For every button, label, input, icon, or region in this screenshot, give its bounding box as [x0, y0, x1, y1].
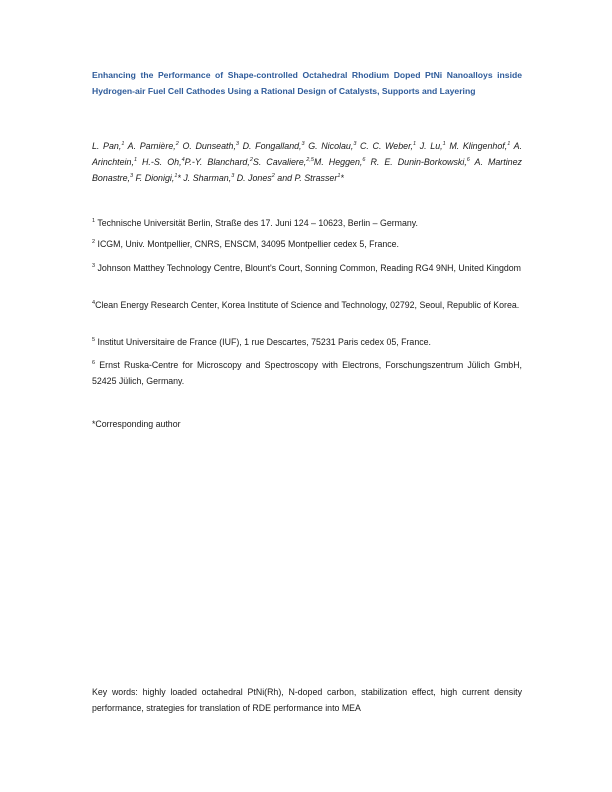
- author: D. Jones$^2$: [234, 173, 275, 183]
- keywords: Key words: highly loaded octahedral PtNi(Rh), N-doped carbon, stabilization effect, high current density performance, strategies for translation of RDE performance into MEA: [92, 687, 522, 713]
- author: and P. Strasser$^1$: [274, 173, 341, 183]
- author: R. E. Dunin-Borkowski,$^6$: [365, 157, 470, 167]
- author: A. Arinchtein,$^1$: [92, 141, 522, 167]
- author: S. Cavaliere,$^{2,5}$: [252, 157, 314, 167]
- corresponding-author-note: *Corresponding author: [92, 419, 181, 429]
- author: *: [340, 173, 344, 183]
- author: * J. Sharman,$^3$: [177, 173, 235, 183]
- author: H.-S. Oh,$^4$: [137, 157, 185, 167]
- affiliation-3: $^3$ Johnson Matthey Technology Centre, Blount's Court, Sonning Common, Reading RG4 9NH, United Kingdom: [92, 263, 522, 273]
- author: M. Klingenhof,$^1$: [445, 141, 511, 151]
- author: J. Lu,$^1$: [416, 141, 446, 151]
- affiliation-4: $^4$Clean Energy Research Center, Korea Institute of Science and Technology, 02792, Seoul, Republic of Korea.: [92, 300, 520, 310]
- author: G. Nicolau,$^3$: [304, 141, 357, 151]
- author: L. Pan,$^1$: [92, 141, 125, 151]
- author: O. Dunseath,$^3$: [178, 141, 239, 151]
- affiliation-1: $^1$ Technische Universität Berlin, Straße des 17. Juni 124 – 10623, Berlin – Germany.: [92, 218, 418, 228]
- author: M. Heggen,$^6$: [313, 157, 366, 167]
- author: F. Dionigi,$^1$: [133, 173, 178, 183]
- affiliation-5: $^5$ Institut Universitaire de France (IUF), 1 rue Descartes, 75231 Paris cedex 05, France.: [92, 337, 431, 347]
- affiliation-2: $^2$ ICGM, Univ. Montpellier, CNRS, ENSCM, 34095 Montpellier cedex 5, France.: [92, 239, 399, 249]
- paper-title: Enhancing the Performance of Shape-controlled Octahedral Rhodium Doped PtNi Nanoalloys inside Hydrogen-air Fuel Cell Cathodes Using a Rational Design of Catalysts, Supports and Layering: [92, 70, 522, 96]
- author: P.-Y. Blanchard,$^2$: [184, 157, 253, 167]
- author: A. Martinez Bonastre,$^3$: [92, 157, 522, 183]
- affiliation-6: $^6$ Ernst Ruska-Centre for Microscopy and Spectroscopy with Electrons, Forschungszentrum Jülich GmbH, 52425 Jülich, Germany.: [92, 360, 522, 386]
- author: C. C. Weber,$^1$: [356, 141, 417, 151]
- author: D. Fongalland,$^3$: [238, 141, 305, 151]
- author-list: [92, 138, 522, 186]
- author: A. Parnière,$^2$: [124, 141, 179, 151]
